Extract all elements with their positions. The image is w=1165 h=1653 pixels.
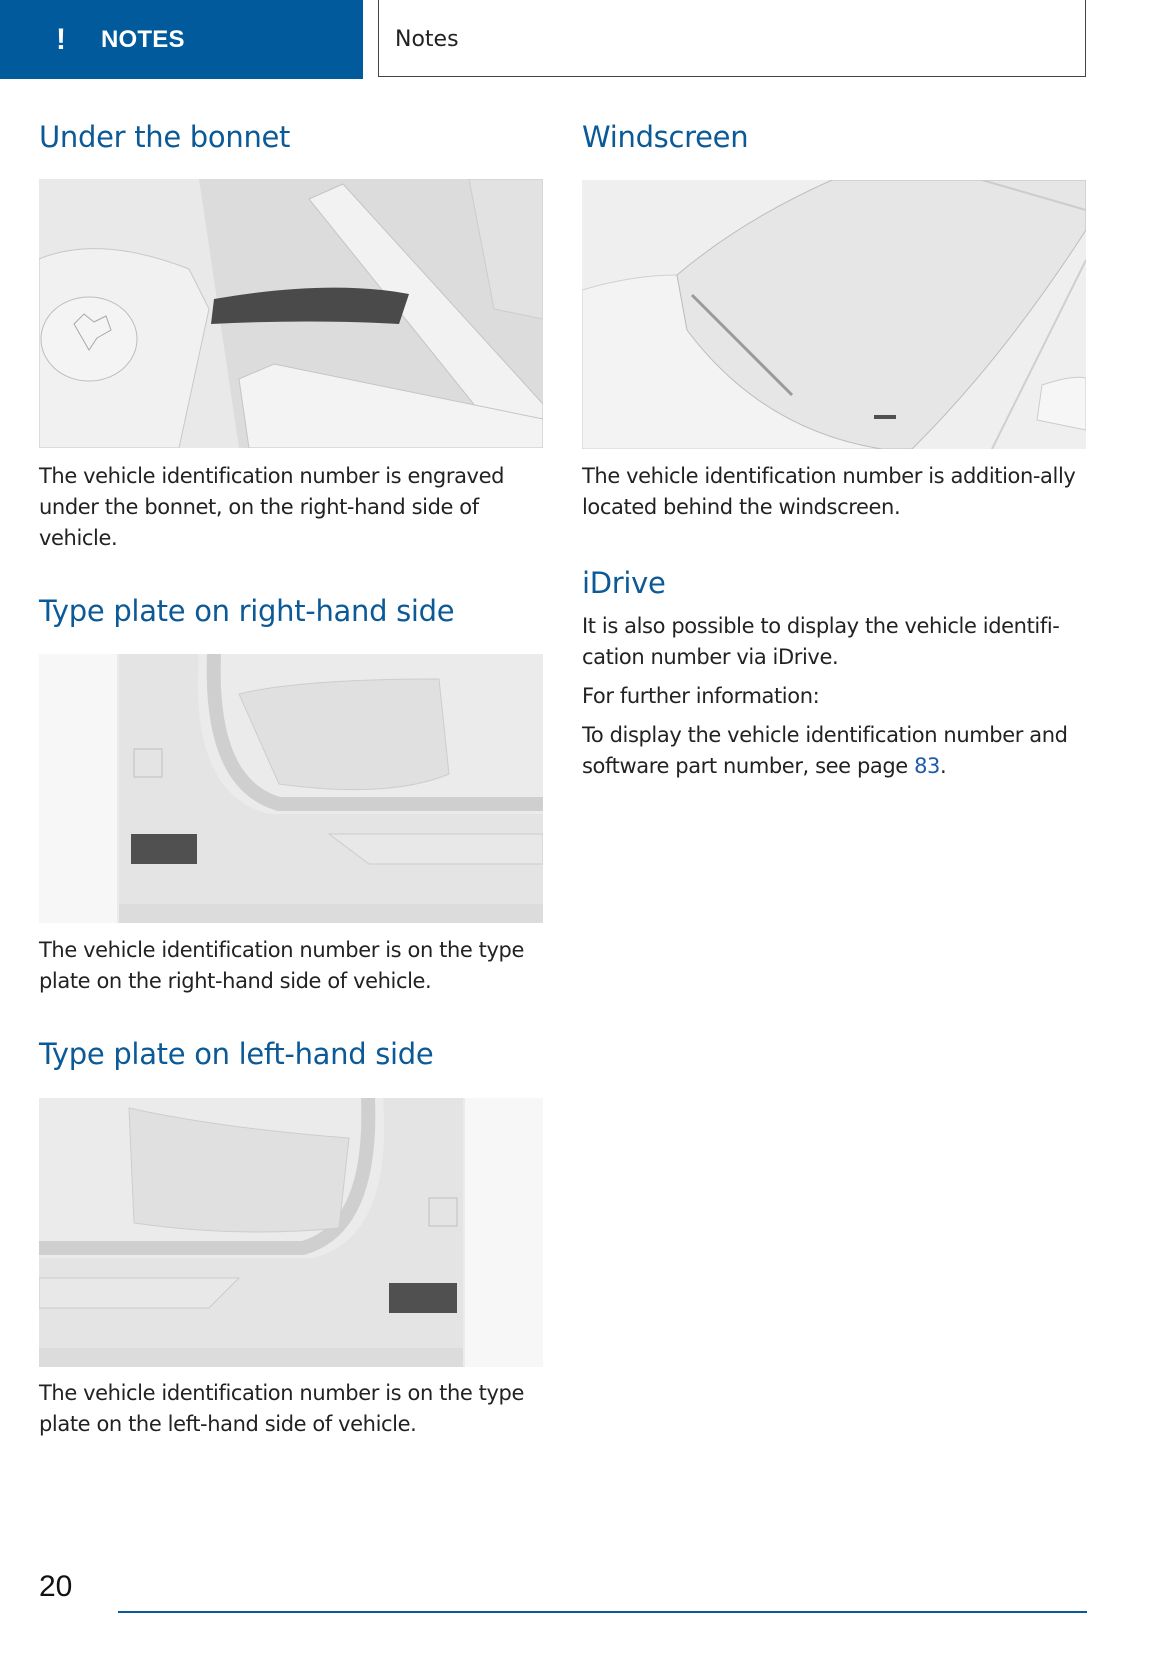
footer-divider (118, 1611, 1087, 1613)
section-label: Notes (395, 26, 459, 52)
page-83-link[interactable]: 83 (914, 754, 941, 778)
reference-text: To display the vehicle identification number and software part number, see page (582, 723, 1068, 778)
left-door-sill-illustration (39, 1098, 543, 1367)
left-plate-description: The vehicle identification number is on the type plate on the left-hand side of vehicle. (39, 1381, 524, 1436)
section-header-box (378, 0, 1086, 77)
heading-idrive: iDrive (582, 566, 666, 600)
windscreen-illustration (582, 180, 1086, 449)
idrive-description: It is also possible to display the vehicle identifi-cation number via iDrive. (582, 614, 1060, 669)
heading-windscreen: Windscreen (582, 120, 749, 154)
chapter-tab (0, 0, 363, 79)
engine-bay-illustration (39, 179, 543, 448)
reference-suffix: . (940, 754, 947, 778)
heading-type-plate-left: Type plate on left-hand side (39, 1037, 434, 1071)
further-info-label: For further information: (582, 684, 820, 708)
right-plate-description: The vehicle identification number is on the type plate on the right-hand side of vehicle. (39, 938, 524, 993)
page-number: 20 (39, 1570, 73, 1603)
idrive-reference (582, 720, 1102, 782)
windscreen-description: The vehicle identification number is addition-ally located behind the windscreen. (582, 464, 1076, 519)
right-door-sill-illustration (39, 654, 543, 923)
chapter-label: NOTES (101, 25, 185, 53)
bonnet-description: The vehicle identification number is engraved under the bonnet, on the right-hand side of vehicle. (39, 464, 505, 550)
heading-under-the-bonnet: Under the bonnet (39, 120, 291, 154)
exclamation-icon: ! (56, 22, 66, 56)
heading-type-plate-right: Type plate on right-hand side (39, 594, 455, 628)
